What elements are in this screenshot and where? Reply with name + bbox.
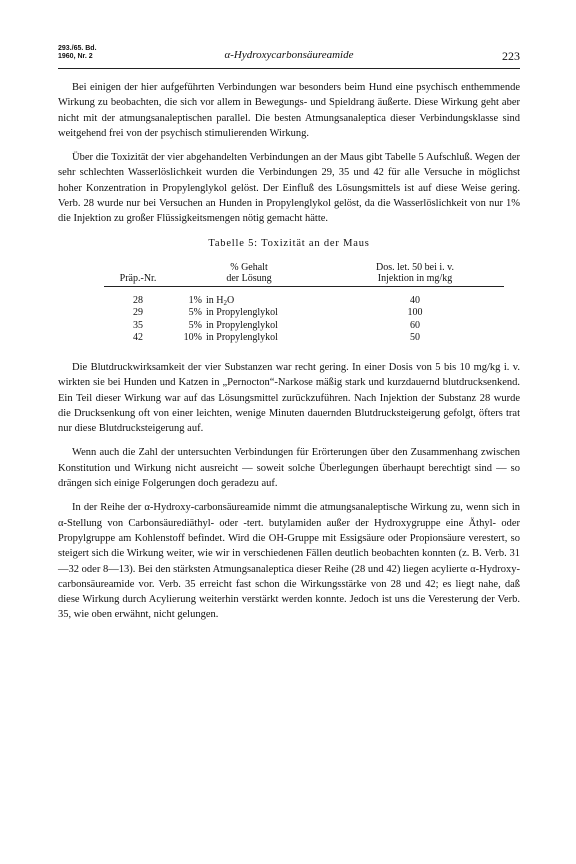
page-header [58, 45, 520, 67]
column-header-concentration: % Gehalt der Lösung [226, 261, 272, 284]
solvent: in Propylenglykol [206, 332, 278, 344]
ld50-dose: 60 [410, 319, 420, 331]
journal-volume: 293./65. Bd. [58, 45, 97, 52]
solvent: in Propylenglykol [206, 307, 278, 319]
solvent: in $H_2O$ [206, 294, 235, 307]
page-number: 223 [502, 49, 520, 63]
toxicity-table-block [58, 236, 520, 345]
table-row [104, 332, 504, 345]
toxicity-table [104, 262, 504, 345]
header-rule [58, 68, 520, 69]
column-header-prep: Präp.-Nr. [119, 272, 157, 284]
concentration: 5% [188, 307, 202, 319]
paragraph: Wenn auch die Zahl der untersuchten Verbindungen für Erörterungen über den Zusammenhang zwischen Konstitution und Wirkung nicht ausreicht — soweit solche Überlegungen überhaupt berechtigt sind — so drängen sich einige Folgerungen doch geradezu auf. [58, 447, 520, 490]
concentration: 10% [183, 332, 202, 344]
solvent: in Propylenglykol [206, 319, 278, 331]
running-title: α-Hydroxycarbonsäureamide [224, 49, 354, 61]
ld50-dose: 100 [407, 307, 423, 319]
journal-issue: 1960, Nr. 2 [58, 53, 93, 60]
paragraph: Bei einigen der hier aufgeführten Verbindungen war besonders beim Hund eine psychisch enthemmende Wirkung zu beobachten, die sich vor allem in Bewegungs- und Spieldrang äußerte. Diese Wirkung geht aber nicht mit der atmungsanaleptischen parallel. Die besten Atmungsanaleptica dieser Verbindungsklasse sind weitgehend frei von der psychisch stimulierenden Wirkung. [58, 82, 520, 139]
prep-number: 29 [133, 307, 143, 319]
paragraph: Die Blutdruckwirksamkeit der vier Substanzen war recht gering. In einer Dosis von 5 bis 10 mg/kg i. v. wirkten sie bei Hunden und Katzen in „Pernocton“-Narkose mäßig stark und kurzdauernd blutdrucksenkend. Ein Teil dieser Wirkung war auf das Lösungsmittel zurückzuführen. Nach Injektion der Substanz 28 wurde die Drucksenkung oft von einer leichten, wenige Minuten dauernden Blutdrucksteigerung gefolgt, öfters trat nur diese Blutdrucksteigerung auf. [58, 361, 520, 435]
prep-number: 42 [133, 332, 143, 344]
table-header-row [104, 262, 504, 287]
table-row [104, 286, 504, 307]
column-header-ld50: Dos. let. 50 bei i. v. Injektion in mg/kg [376, 261, 454, 284]
concentration: 5% [188, 319, 202, 331]
ld50-dose: 50 [410, 332, 420, 344]
prep-number: 35 [133, 319, 143, 331]
table-row [104, 307, 504, 320]
prep-number: 28 [133, 294, 143, 306]
article-body [58, 80, 520, 623]
concentration: 1% [188, 294, 202, 306]
paragraph: Über die Toxizität der vier abgehandelten Verbindungen an der Maus gibt Tabelle 5 Aufschluß. Wegen der sehr schlechten Wasserlöslichkeit wurden die Verbindungen 29, 35 und 42 für alle Versuche in möglichst hoher Konzentration in Propylenglykol gelöst. Der Einfluß des Lösungsmittels ist auf diese Weise gering. Verb. 28 wurde nur bei Versuchen an Hunden in Propylenglykol gelöst, da die Wasserlöslichkeit von nur 1% die Injektion zu großer Flüssigkeitsmengen nötig gemacht hätte. [58, 152, 520, 225]
ld50-dose: 40 [410, 294, 420, 306]
table-title: Tabelle 5: Toxizität an der Maus [208, 237, 370, 249]
table-row [104, 320, 504, 333]
paragraph: In der Reihe der α-Hydroxy-carbonsäureamide nimmt die atmungsanaleptische Wirkung zu, wenn sich in α-Stellung von Carbonsäurediäthyl- oder -tert. butylamiden außer der Hydroxygruppe eine Äthyl- oder Propylgruppe am Kohlenstoff befindet. Wird die OH-Gruppe mit Essigsäure oder Propionsäure verestert, so steigert sich die Wirkung weiter, wie wir in verschiedenen Fällen deutlich beobachten konnten (z. B. Verb. 31—32 oder 8—13). Bei den stärksten Atmungsanaleptica dieser Reihe (28 und 42) liegen acylierte α-Hydroxy-carbonsäureamide vor. Verb. 35 erreicht fast schon die Wirkungsstärke von 28 und 42; es liegt nahe, daß diese Wirkung durch Acylierung weiterhin verstärkt werden konnte. Jedoch ist uns die Veresterung der Verb. 35, wie oben erwähnt, nicht gelungen. [58, 502, 520, 621]
